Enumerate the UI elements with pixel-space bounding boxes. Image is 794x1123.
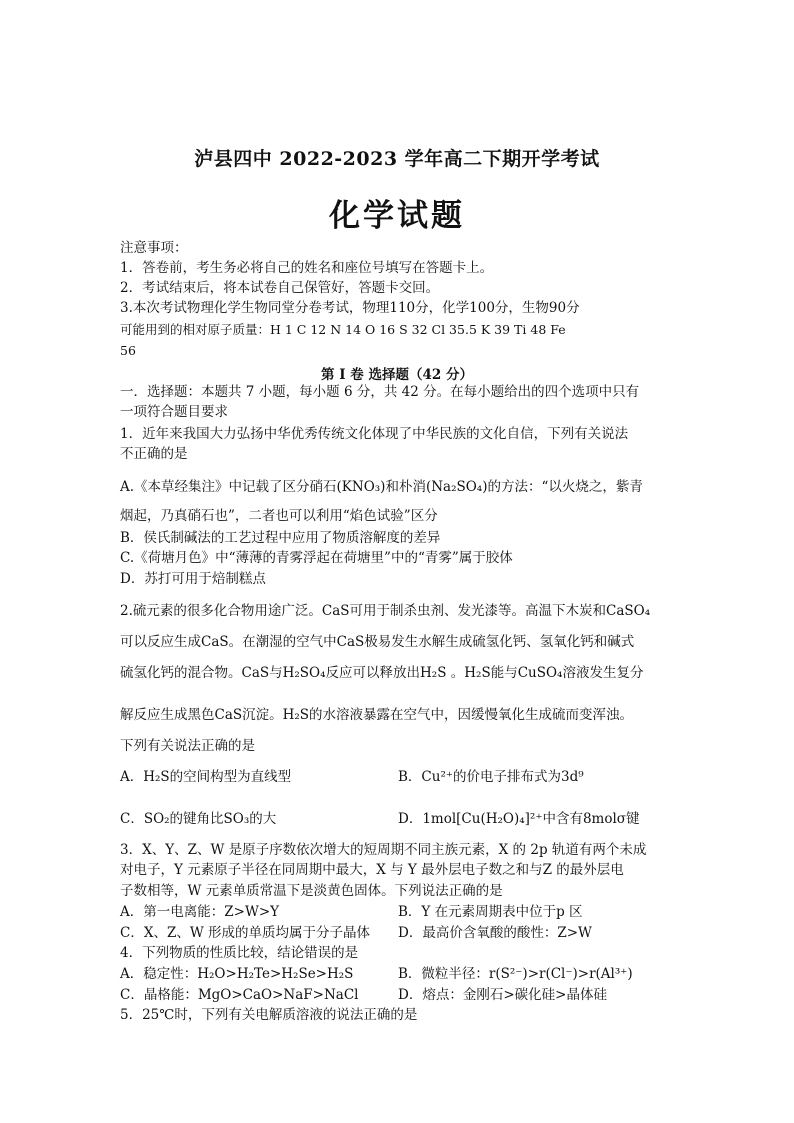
q2-option-b: B．Cu²⁺的价电子排布式为3d⁹ bbox=[398, 769, 584, 785]
q4-stem: 4．下列物质的性质比较，结论错误的是 bbox=[120, 945, 359, 961]
q3-option-c: C．X、Z、W 形成的单质均属于分子晶体 bbox=[120, 925, 370, 941]
q1-option-d: D．苏打可用于焙制糕点 bbox=[120, 571, 266, 587]
atomic-masses-cont: 56 bbox=[120, 343, 136, 358]
q2-stem-cont: 可以反应生成CaS。在潮湿的空气中CaS极易发生水解生成硫氢化钙、氢氧化钙和碱式 bbox=[120, 634, 635, 650]
q2-option-d: D．1mol[Cu(H₂O)₄]²⁺中含有8molσ键 bbox=[398, 811, 640, 827]
q3-stem-cont: 子数相等，W 元素单质常温下是淡黄色固体。下列说法正确的是 bbox=[120, 883, 503, 899]
q5-stem: 5．25℃时，下列有关电解质溶液的说法正确的是 bbox=[120, 1007, 418, 1023]
q4-option-d: D．熔点：金刚石>碳化硅>晶体硅 bbox=[398, 987, 607, 1003]
q1-option-c: C.《荷塘月色》中“薄薄的青雾浮起在荷塘里”中的“青雾”属于胶体 bbox=[120, 550, 513, 566]
q3-option-b: B．Y 在元素周期表中位于p 区 bbox=[398, 904, 583, 920]
section-intro-cont: 一项符合题目要求 bbox=[120, 404, 228, 420]
notice-item: 3.本次考试物理化学生物同堂分卷考试，物理110分，化学100分，生物90分 bbox=[120, 300, 580, 316]
section-intro: 一．选择题：本题共 7 小题，每小题 6 分，共 42 分。在每小题给出的四个选项中只有 bbox=[120, 384, 640, 400]
exam-title: 泸县四中 2022-2023 学年高二下期开学考试 bbox=[194, 148, 600, 170]
q1-option-a-cont: 烟起，乃真硝石也”，二者也可以利用“焰色试验”区分 bbox=[120, 508, 438, 524]
q2-stem-cont: 解反应生成黑色CaS沉淀。H₂S的水溶液暴露在空气中，因缓慢氧化生成硫而变浑浊。 bbox=[120, 707, 634, 723]
q1-option-a: A.《本草经集注》中记载了区分硝石(KNO₃)和朴消(Na₂SO₄)的方法：“以火烧之，紫青 bbox=[120, 479, 643, 495]
q4-option-b: B．微粒半径：r(S²⁻)>r(Cl⁻)>r(Al³⁺) bbox=[398, 966, 633, 982]
q3-stem-cont: 对电子，Y 元素原子半径在同周期中最大，X 与 Y 最外层电子数之和与Z 的最外层电 bbox=[120, 862, 624, 878]
q4-option-a: A．稳定性：H₂O>H₂Te>H₂Se>H₂S bbox=[120, 966, 354, 982]
q1-option-b: B．侯氏制碱法的工艺过程中应用了物质溶解度的差异 bbox=[120, 530, 441, 546]
q3-stem: 3．X、Y、Z、W 是原子序数依次增大的短周期不同主族元素，X 的 2p 轨道有两个未成 bbox=[120, 842, 647, 858]
q3-option-a: A．第一电离能：Z>W>Y bbox=[120, 904, 280, 920]
q1-stem: 1．近年来我国大力弘扬中华优秀传统文化体现了中华民族的文化自信，下列有关说法 bbox=[120, 426, 629, 442]
atomic-masses: 可能用到的相对原子质量：H 1 C 12 N 14 O 16 S 32 Cl 35.5 K 39 Ti 48 Fe bbox=[120, 322, 566, 337]
q2-option-a: A．H₂S的空间构型为直线型 bbox=[120, 769, 292, 785]
q3-option-d: D．最高价含氧酸的酸性：Z>W bbox=[398, 925, 592, 941]
notice-item: 1．答卷前，考生务必将自己的姓名和座位号填写在答题卡上。 bbox=[120, 260, 494, 276]
q1-stem-cont: 不正确的是 bbox=[120, 446, 188, 462]
section-heading: 第 I 卷 选择题（42 分） bbox=[321, 367, 473, 383]
q2-option-c: C．SO₂的键角比SO₃的大 bbox=[120, 811, 277, 827]
q2-question: 下列有关说法正确的是 bbox=[120, 738, 255, 754]
notice-item: 2．考试结束后，将本试卷自己保管好，答题卡交回。 bbox=[120, 280, 440, 296]
q2-stem: 2.硫元素的很多化合物用途广泛。CaS可用于制杀虫剂、发光漆等。高温下木炭和CaSO₄ bbox=[120, 603, 651, 619]
q4-option-c: C．晶格能：MgO>CaO>NaF>NaCl bbox=[120, 987, 359, 1003]
q2-stem-cont: 硫氢化钙的混合物。CaS与H₂SO₄反应可以释放出H₂S 。H₂S能与CuSO₄溶液发生复分 bbox=[120, 665, 644, 681]
subject-title: 化学试题 bbox=[329, 198, 465, 234]
notice-heading: 注意事项： bbox=[120, 240, 188, 256]
